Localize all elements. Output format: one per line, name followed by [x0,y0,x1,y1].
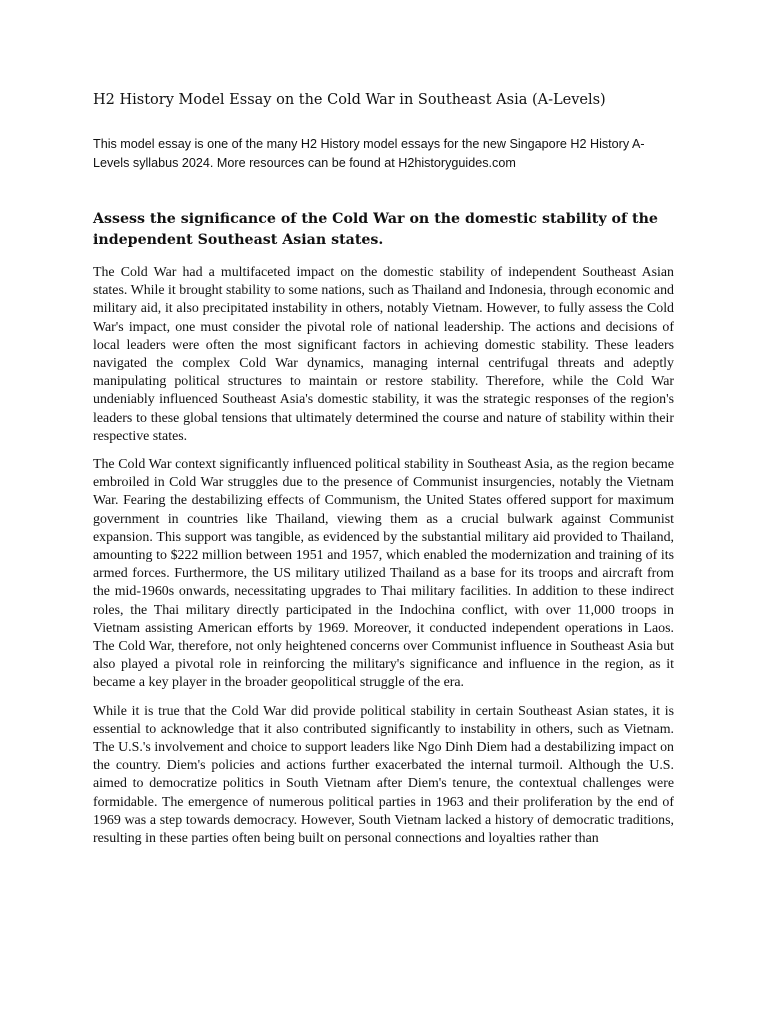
essay-body [93,264,674,858]
intro-text: This model essay is one of the many H2 History model essays for the new Singapore H2 History A-Levels syllabus 2024. More resources can be found at H2historyguides.com [93,137,645,170]
paragraph-3: While it is true that the Cold War did provide political stability in certain Southeast Asian states, it is essential to acknowledge that it also contributed significantly to instability in others, such as Vietnam. The U.S.'s involvement and choice to support leaders like Ngo Dinh Diem had a destabilizing impact on the country. Diem's policies and actions further exacerbated the internal turmoil. Although the U.S. aimed to democratize politics in South Vietnam after Diem's tenure, the contextual challenges were formidable. The emergence of numerous political parties in 1963 and their proliferation by the end of 1969 was a step towards democracy. However, South Vietnam lacked a history of democratic traditions, resulting in these parties often being built on personal connections and loyalties rather than [93,703,674,847]
essay-question: Assess the significance of the Cold War on the domestic stability of the independent Southeast Asian states. [93,211,658,248]
paragraph-1: The Cold War had a multifaceted impact on the domestic stability of independent Southeast Asian states. While it brought stability to some nations, such as Thailand and Indonesia, through economic and military aid, it also precipitated instability in others, notably Vietnam. However, to fully assess the Cold War's impact, one must consider the pivotal role of national leadership. The actions and decisions of local leaders were often the most significant factors in achieving domestic stability. These leaders navigated the complex Cold War dynamics, managing internal centrifugal threats and adeptly manipulating political structures to maintain or restore stability. Therefore, while the Cold War undeniably influenced Southeast Asia's domestic stability, it was the strategic responses of the region's leaders to these global tensions that ultimately determined the course and nature of stability within their respective states. [93,265,674,444]
document-title: H2 History Model Essay on the Cold War in Southeast Asia (A-Levels) [93,92,606,108]
paragraph-2: The Cold War context significantly influenced political stability in Southeast Asia, as the region became embroiled in Cold War struggles due to the presence of Communist insurgencies, notably the Vietnam War. Fearing the destabilizing effects of Communism, the United States offered support for maximum government in countries like Thailand, viewing them as a crucial bulwark against Communist expansion. This support was tangible, as evidenced by the substantial military aid provided to Thailand, amounting to $222 million between 1951 and 1957, which enabled the modernization and training of its armed forces. Furthermore, the US military utilized Thailand as a base for its troops and aircraft from the mid-1960s onwards, necessitating upgrades to Thai military facilities. In addition to these indirect roles, the Thai military directly participated in the Indochina conflict, with over 11,000 troops in Vietnam assisting American efforts by 1969. Moreover, it conducted independent operations in Laos. The Cold War, therefore, not only heightened concerns over Communist influence in Southeast Asia but also played a pivotal role in reinforcing the military's significance and influence in the region, as it became a key player in the broader geopolitical struggle of the era. [93,457,674,691]
